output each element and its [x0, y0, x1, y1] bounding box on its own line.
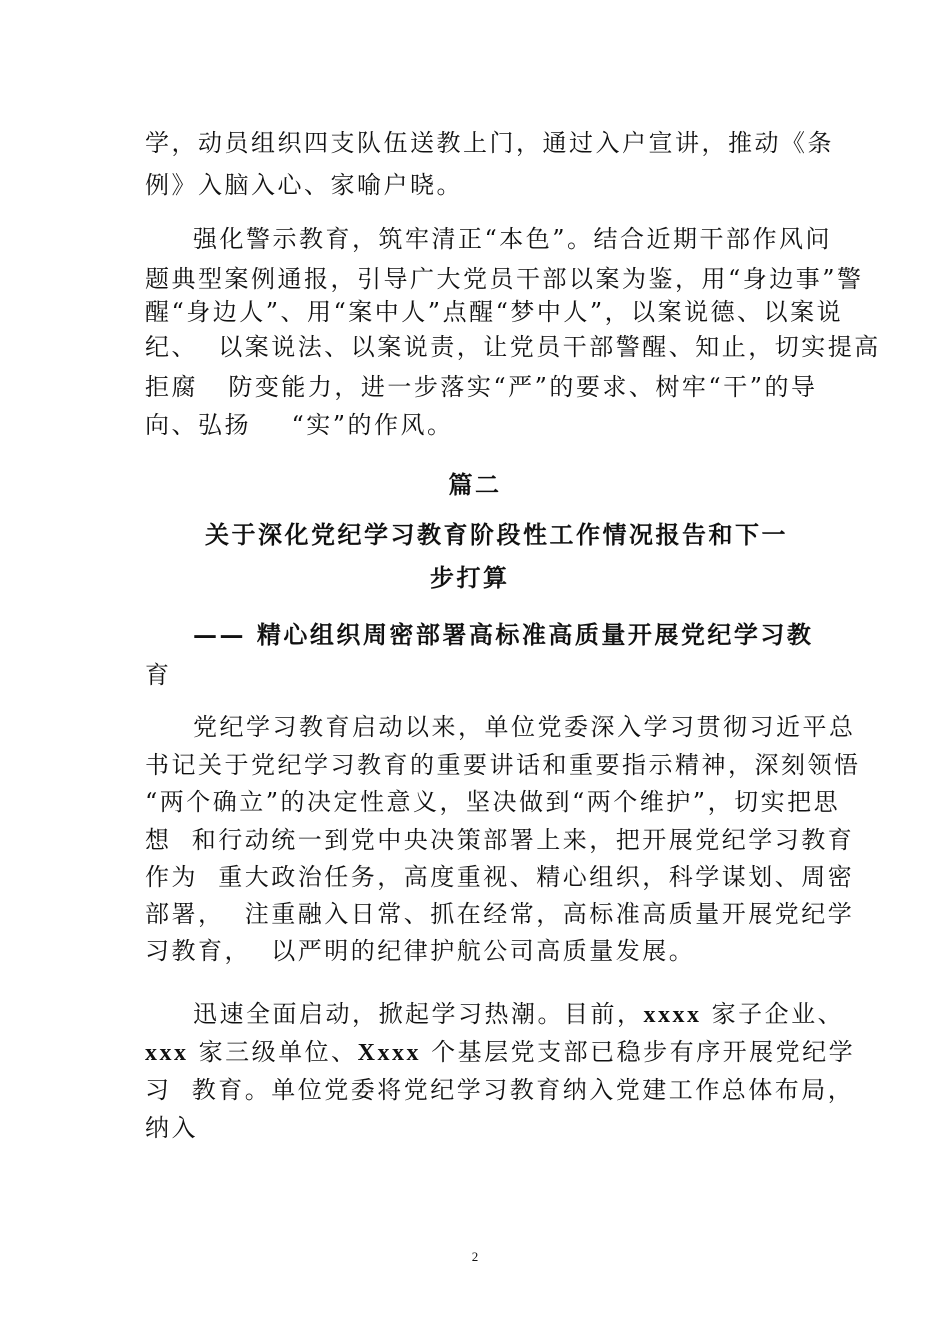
paragraph-line: 学，动员组织四支队伍送教上门，通过入户宣讲，推动《条: [145, 129, 834, 157]
paragraph-text: 家三级单位、: [188, 1038, 358, 1066]
paragraph-text: 家子企业、: [701, 1000, 845, 1028]
paragraph-line: 部署， 注重融入日常、抓在经常，高标准高质量开展党纪学: [145, 900, 855, 928]
paragraph-text: 迅速全面启动，掀起学习热潮。目前，: [193, 1000, 644, 1028]
unit-count: xxx: [145, 1040, 189, 1066]
paragraph-line: 纪、 以案说法、以案说责，让党员干部警醒、知止，切实提高: [145, 333, 881, 361]
paragraph-line: 想 和行动统一到党中央决策部署上来，把开展党纪学习教育: [145, 826, 855, 854]
title-line: 关于深化党纪学习教育阶段性工作情况报告和下一: [205, 520, 788, 549]
paragraph-line: 习教育， 以严明的纪律护航公司高质量发展。: [145, 937, 696, 965]
unit-count: Xxxx: [357, 1040, 421, 1066]
paragraph-line: 作为 重大政治任务，高度重视、精心组织，科学谋划、周密: [145, 863, 855, 891]
title-line: 步打算: [430, 563, 510, 592]
paragraph-line: “两个确立”的决定性意义，坚决做到“两个维护”，切实把思: [145, 788, 841, 816]
section-label: 篇二: [448, 470, 502, 499]
paragraph-line: 党纪学习教育启动以来，单位党委深入学习贯彻习近平总: [193, 713, 856, 741]
paragraph-line: 例》入脑入心、家喻户晓。: [145, 171, 463, 199]
paragraph-line: 强化警示教育，筑牢清正“本色”。结合近期干部作风问: [193, 225, 833, 253]
page-number: 2: [471, 1249, 479, 1264]
paragraph-text: 个基层党支部已稳步有序开展党纪学: [420, 1038, 856, 1066]
paragraph-line: 拒腐 防变能力，进一步落实“严”的要求、树牢“干”的导: [145, 373, 818, 401]
paragraph-line: 书记关于党纪学习教育的重要讲话和重要指示精神，深刻领悟: [145, 751, 861, 779]
subtitle-line: 育: [145, 661, 172, 689]
paragraph-line: 向、弘扬 “实”的作风。: [145, 411, 454, 439]
paragraph-line: 题典型案例通报，引导广大党员干部以案为鉴，用“身边事”警: [145, 265, 864, 293]
paragraph-line: 习 教育。单位党委将党纪学习教育纳入党建工作总体布局，: [145, 1076, 855, 1104]
paragraph-line: [193, 999, 844, 1030]
paragraph-line: [145, 1037, 855, 1068]
paragraph-line: 醒“身边人”、用“案中人”点醒“梦中人”，以案说德、以案说: [145, 298, 844, 326]
unit-count: xxxx: [643, 1002, 702, 1028]
paragraph-line: 纳入: [145, 1114, 198, 1142]
subtitle-line: —— 精心组织周密部署高标准高质量开展党纪学习教: [193, 620, 814, 649]
